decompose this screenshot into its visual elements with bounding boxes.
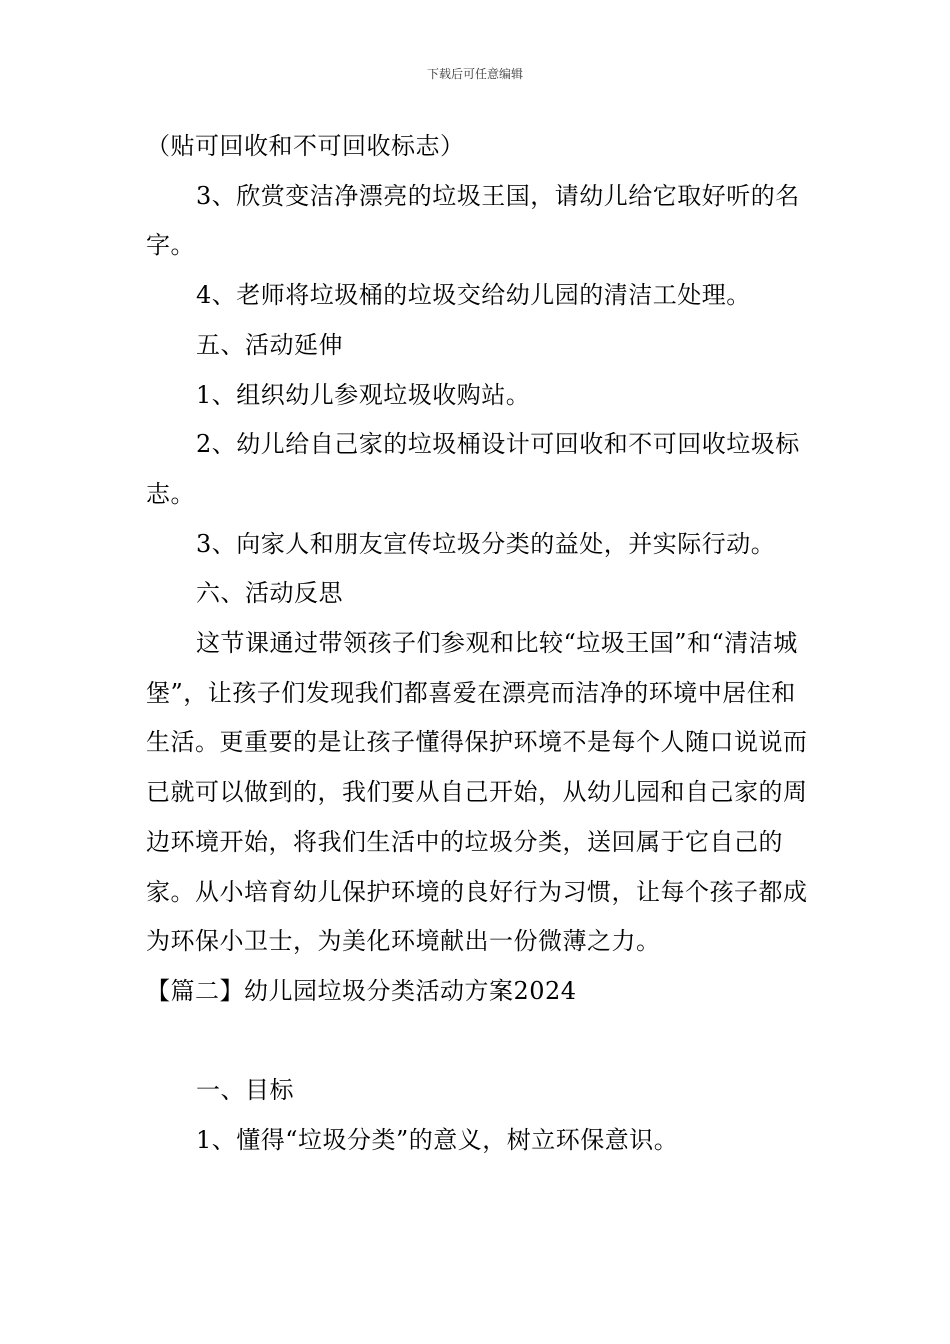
heading-activity-extension: 五、活动延伸 <box>196 330 343 359</box>
goal-item-1: 1、懂得“垃圾分类”的意义，树立环保意识。 <box>196 1126 679 1155</box>
paragraph-step-4: 4、老师将垃圾桶的垃圾交给幼儿园的清洁工处理。 <box>196 281 751 310</box>
page-header-note: 下载后可任意编辑 <box>426 67 523 81</box>
extension-item-1: 1、组织幼儿参观垃圾收购站。 <box>196 380 531 409</box>
reflection-paragraph: 这节课通过带领孩子们参观和比较“垃圾王国”和“清洁城堡”，让孩子们发现我们都喜爱在漂亮而洁净的环境中居住和生活。更重要的是让孩子懂得保护环境不是每个人随口说说而已就可以做到的，我们要从自己开始，从幼儿园和自己家的周边环境开始，将我们生活中的垃圾分类，送回属于它自己的家。从小培育幼儿保护环境的良好行为习惯，让每个孩子都成为环保小卫士，为美化环境献出一份微薄之力。 <box>146 629 808 956</box>
section-title-part-two: 【篇二】幼儿园垃圾分类活动方案2024 <box>146 976 577 1005</box>
extension-item-2: 2、幼儿给自己家的垃圾桶设计可回收和不可回收垃圾标志。 <box>146 430 800 508</box>
document-body <box>146 122 808 1166</box>
heading-goals: 一、目标 <box>196 1076 294 1105</box>
heading-activity-reflection: 六、活动反思 <box>196 579 343 608</box>
extension-item-3: 3、向家人和朋友宣传垃圾分类的益处，并实际行动。 <box>196 529 776 558</box>
paragraph-step-3: 3、欣赏变洁净漂亮的垃圾王国，请幼儿给它取好听的名字。 <box>146 181 800 260</box>
paragraph-sticker-note: （贴可回收和不可回收标志） <box>146 132 465 160</box>
blank-line <box>146 1017 808 1067</box>
